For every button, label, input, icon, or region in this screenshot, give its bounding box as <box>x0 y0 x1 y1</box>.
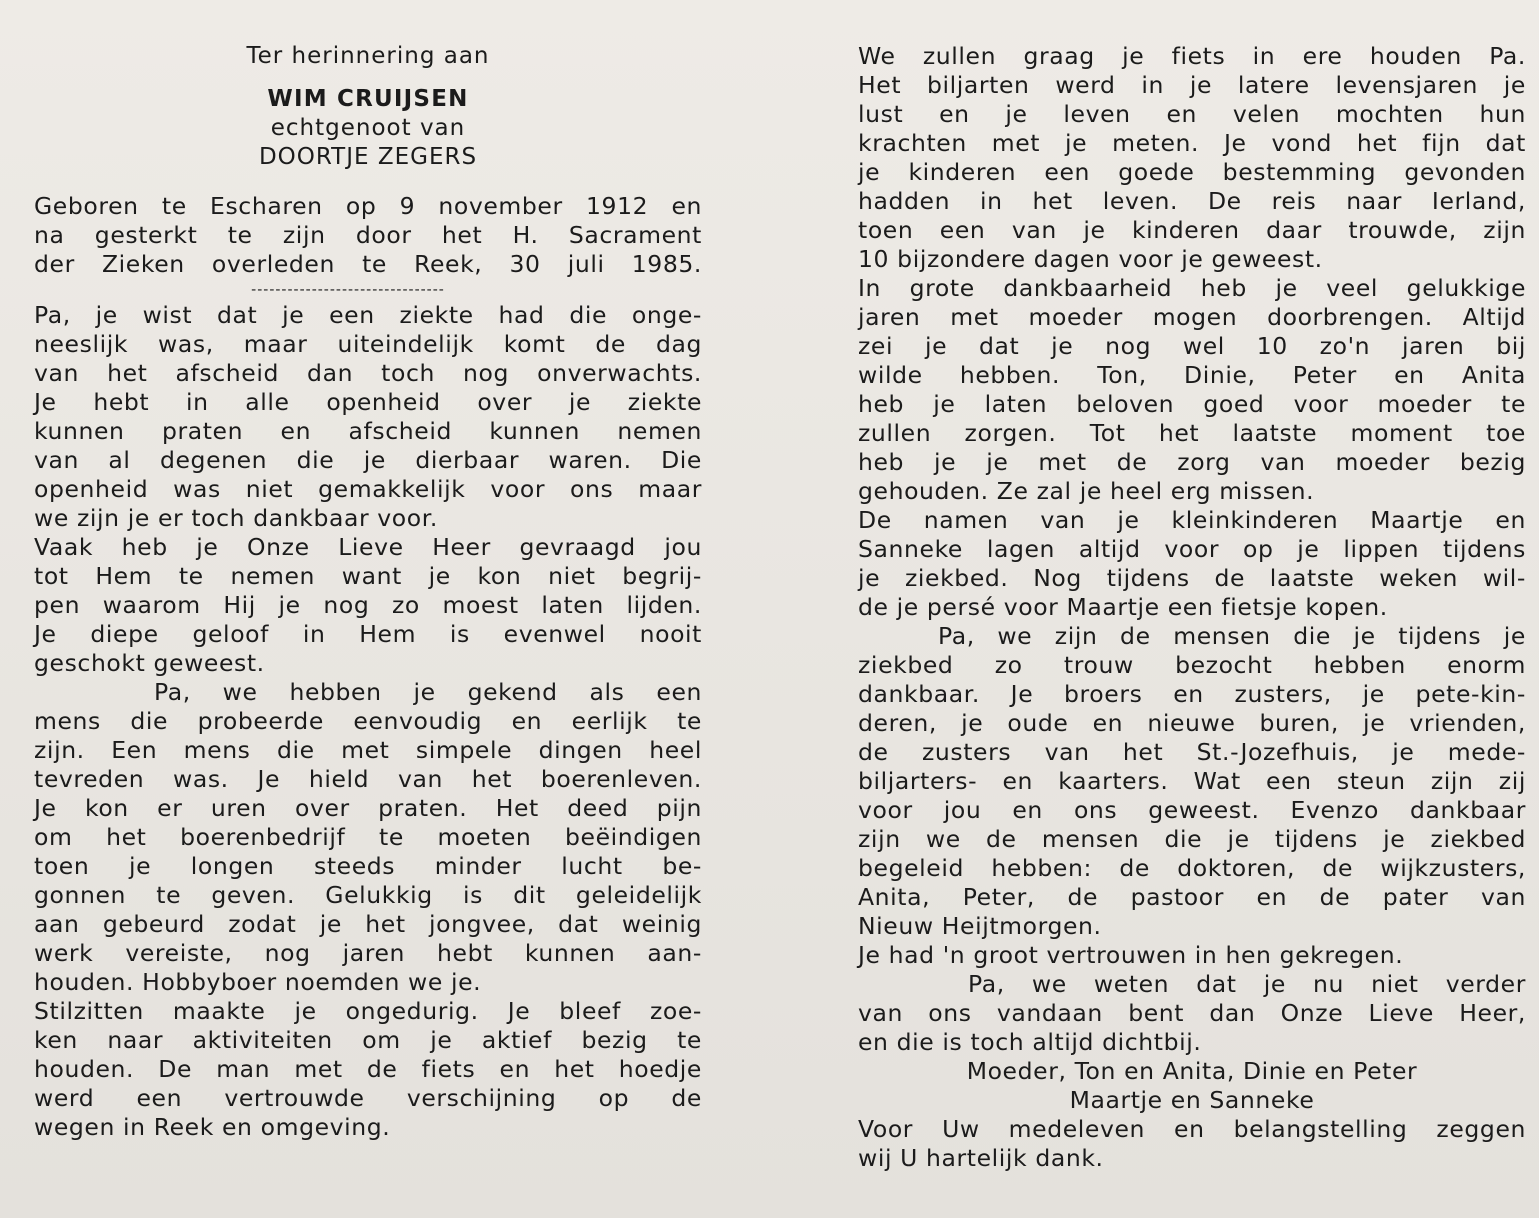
text-line: werk vereiste, nog jaren hebt kunnen aan- <box>34 939 702 967</box>
text-line: Stilzitten maakte je ongedurig. Je bleef zoe- <box>34 997 702 1025</box>
text-line: de je persé voor Maartje een fietsje kopen. <box>858 593 1388 621</box>
text-line: jaren met moeder mogen doorbrengen. Altijd <box>858 303 1526 331</box>
text-line: Geboren te Escharen op 9 november 1912 en <box>34 192 702 220</box>
signature-line: Maartje en Sanneke <box>1069 1086 1315 1114</box>
left-body <box>34 301 702 1142</box>
text-line: 10 bijzondere dagen voor je geweest. <box>858 245 1323 273</box>
text-line: houden. Hobbyboer noemden we je. <box>34 968 482 996</box>
left-column <box>34 42 702 1142</box>
text-line: Je hebt in alle openheid over je ziekte <box>34 388 702 416</box>
text-line: Je diepe geloof in Hem is evenwel nooit <box>34 620 702 648</box>
text-line: Vaak heb je Onze Lieve Heer gevraagd jou <box>34 533 702 561</box>
text-line: geschokt geweest. <box>34 649 265 677</box>
birth-paragraph <box>34 192 702 279</box>
text-line: Je had 'n groot vertrouwen in hen gekregen. <box>858 941 1404 969</box>
text-line: wegen in Reek en omgeving. <box>34 1113 391 1141</box>
text-line: gehouden. Ze zal je heel erg missen. <box>858 477 1315 505</box>
thanks-block <box>858 1115 1526 1173</box>
text-line: Pa, we hebben je gekend als een <box>154 678 702 706</box>
text-line: zullen zorgen. Tot het laatste moment toe <box>858 419 1526 447</box>
text-line: krachten met je meten. Je vond het fijn dat <box>858 129 1526 157</box>
text-line: neeslijk was, maar uiteindelijk komt de dag <box>34 330 702 358</box>
divider: -------------------------------- <box>251 282 445 298</box>
text-line: je ziekbed. Nog tijdens de laatste weken wil- <box>858 564 1526 592</box>
text-line: houden. De man met de fiets en het hoedje <box>34 1055 702 1083</box>
text-line: begeleid hebben: de doktoren, de wijkzusters, <box>858 854 1526 882</box>
signature-block <box>858 1057 1526 1115</box>
signature-line: Moeder, Ton en Anita, Dinie en Peter <box>966 1057 1418 1085</box>
text-line: We zullen graag je fiets in ere houden Pa. <box>858 42 1526 70</box>
text-line: ken naar aktiviteiten om je aktief bezig te <box>34 1026 702 1054</box>
text-line: openheid was niet gemakkelijk voor ons maar <box>34 475 702 503</box>
text-line: tot Hem te nemen want je kon niet begrij- <box>34 562 702 590</box>
text-line: om het boerenbedrijf te moeten beëindigen <box>34 823 702 851</box>
text-line: voor jou en ons geweest. Evenzo dankbaar <box>858 796 1526 824</box>
text-line: De namen van je kleinkinderen Maartje en <box>858 506 1526 534</box>
text-line: Nieuw Heijtmorgen. <box>858 912 1102 940</box>
deceased-name: WIM CRUIJSEN <box>267 86 469 112</box>
text-line: zei je dat je nog wel 10 zo'n jaren bij <box>858 332 1526 360</box>
text-line: Anita, Peter, de pastoor en de pater van <box>858 883 1526 911</box>
text-line: kunnen praten en afscheid kunnen nemen <box>34 417 702 445</box>
text-line: wilde hebben. Ton, Dinie, Peter en Anita <box>858 361 1526 389</box>
text-line: zijn we de mensen die je tijdens je ziekbed <box>858 825 1526 853</box>
right-body <box>858 42 1526 1057</box>
right-column <box>858 42 1526 1173</box>
text-line: na gesterkt te zijn door het H. Sacrament <box>34 221 702 249</box>
text-line: de zusters van het St.-Jozefhuis, je mede- <box>858 738 1526 766</box>
text-line: biljarters- en kaarters. Wat een steun zijn zij <box>858 767 1526 795</box>
text-line: hadden in het leven. De reis naar Ierland, <box>858 187 1526 215</box>
text-line: Voor Uw medeleven en belangstelling zeggen <box>858 1115 1526 1143</box>
text-line: je kinderen een goede bestemming gevonden <box>858 158 1526 186</box>
text-line: we zijn je er toch dankbaar voor. <box>34 504 438 532</box>
text-line: Je kon er uren over praten. Het deed pijn <box>34 794 702 822</box>
text-line: en die is toch altijd dichtbij. <box>858 1028 1202 1056</box>
text-line: gonnen te geven. Gelukkig is dit geleidelijk <box>34 881 702 909</box>
text-line: van het afscheid dan toch nog onverwachts. <box>34 359 702 387</box>
text-line: heb je je met de zorg van moeder bezig <box>858 448 1526 476</box>
text-line: Pa, je wist dat je een ziekte had die onge- <box>34 301 702 329</box>
text-line: tevreden was. Je hield van het boerenleven. <box>34 765 702 793</box>
text-line: In grote dankbaarheid heb je veel gelukkige <box>858 274 1526 302</box>
text-line: lust en je leven en velen mochten hun <box>858 100 1526 128</box>
relation-text: echtgenoot van <box>270 115 466 141</box>
text-line: aan gebeurd zodat je het jongvee, dat weinig <box>34 910 702 938</box>
text-line: toen een van je kinderen daar trouwde, zijn <box>858 216 1526 244</box>
text-line: dankbaar. Je broers en zusters, je pete-kin- <box>858 680 1526 708</box>
text-line: zijn. Een mens die met simpele dingen heel <box>34 736 702 764</box>
text-line: pen waarom Hij je nog zo moest laten lijden. <box>34 591 702 619</box>
text-line: Pa, we weten dat je nu niet verder <box>968 970 1526 998</box>
text-line: Het biljarten werd in je latere levensjaren je <box>858 71 1526 99</box>
text-line: Pa, we zijn de mensen die je tijdens je <box>938 622 1526 650</box>
text-line: van ons vandaan bent dan Onze Lieve Heer, <box>858 999 1526 1027</box>
text-line: heb je laten beloven goed voor moeder te <box>858 390 1526 418</box>
spouse-name: DOORTJE ZEGERS <box>258 144 478 170</box>
text-line: werd een vertrouwde verschijning op de <box>34 1084 702 1112</box>
text-line: toen je longen steeds minder lucht be- <box>34 852 702 880</box>
intro-text: Ter herinnering aan <box>246 43 490 69</box>
text-line: deren, je oude en nieuwe buren, je vrienden, <box>858 709 1526 737</box>
text-line: van al degenen die je dierbaar waren. Die <box>34 446 702 474</box>
text-line: der Zieken overleden te Reek, 30 juli 1985. <box>34 250 702 278</box>
text-line: mens die probeerde eenvoudig en eerlijk te <box>34 707 702 735</box>
text-line: wij U hartelijk dank. <box>858 1144 1104 1172</box>
text-line: ziekbed zo trouw bezocht hebben enorm <box>858 651 1526 679</box>
text-line: Sanneke lagen altijd voor op je lippen tijdens <box>858 535 1526 563</box>
